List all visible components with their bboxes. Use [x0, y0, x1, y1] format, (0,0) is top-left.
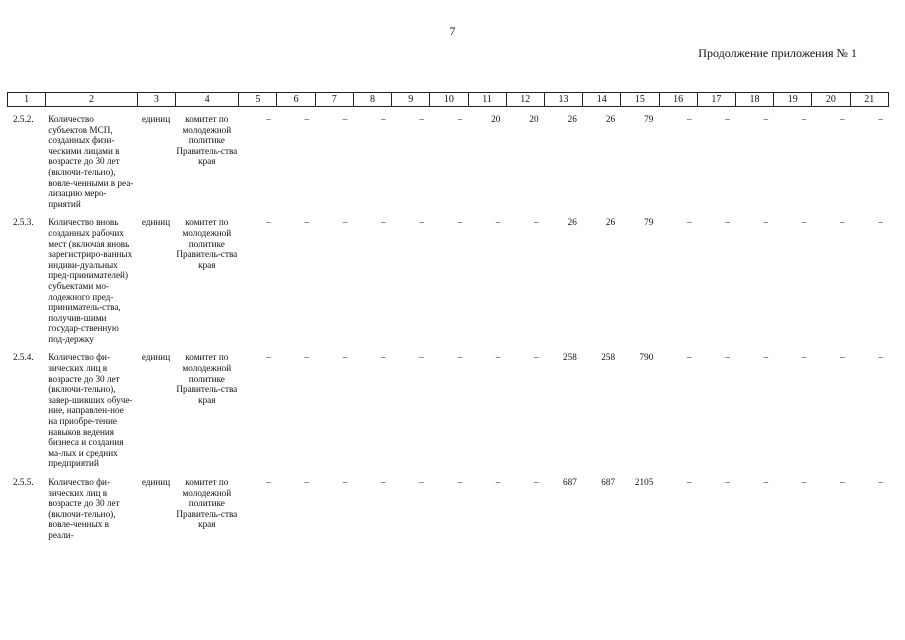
table-row	[7, 352, 889, 477]
row-value: –	[457, 352, 463, 363]
row-value: –	[839, 352, 845, 363]
row-value: 687	[601, 477, 616, 487]
row-value: –	[839, 477, 845, 487]
row-value: –	[686, 477, 692, 487]
row-value: –	[725, 352, 730, 363]
row-value: –	[380, 217, 386, 228]
row-value: –	[419, 114, 424, 124]
row-value: –	[304, 477, 310, 487]
row-executor: комитет по молодежной политике Правитель-ства края	[176, 352, 238, 405]
row-value: –	[419, 352, 424, 363]
row-value: –	[304, 217, 310, 228]
row-value: –	[380, 477, 386, 487]
column-header: 19	[774, 93, 812, 107]
table-row	[7, 477, 889, 549]
row-code: 2.5.2.	[13, 114, 34, 124]
column-header: 17	[697, 93, 735, 107]
row-value: –	[342, 114, 348, 124]
row-value: 258	[563, 352, 577, 363]
row-value: –	[725, 217, 730, 228]
row-value: –	[457, 217, 463, 228]
row-value: –	[266, 217, 271, 228]
row-value: –	[533, 477, 539, 487]
row-value: –	[801, 217, 807, 228]
row-unit: единиц	[141, 114, 171, 124]
table-row	[7, 114, 889, 217]
row-unit: единиц	[141, 352, 171, 363]
row-value: 2105	[634, 477, 654, 487]
row-value: –	[266, 477, 271, 487]
row-value: –	[763, 477, 769, 487]
row-value: –	[801, 114, 807, 124]
column-header: 20	[812, 93, 850, 107]
row-value: –	[725, 114, 730, 124]
indicators-table	[7, 114, 889, 549]
row-value: –	[380, 114, 386, 124]
column-header: 14	[583, 93, 621, 107]
row-value: –	[878, 114, 883, 124]
row-unit: единиц	[141, 477, 171, 487]
row-value: –	[266, 352, 271, 363]
row-indicator-name: Количество фи-зических лиц в возрасте до 30 лет (включи-тельно), завер-шивших обуче-ние, направлен-ное на приобре-тение навыков ведения бизнеса и создания ма-лых и средних предприятий	[48, 352, 133, 469]
row-value: –	[878, 217, 883, 228]
row-value: 79	[644, 217, 654, 228]
row-value: –	[878, 352, 883, 363]
row-code: 2.5.4.	[13, 352, 34, 363]
row-value: –	[342, 477, 348, 487]
row-executor: комитет по молодежной политике Правитель-ства края	[176, 217, 238, 270]
row-value: 26	[605, 114, 616, 124]
row-value: 687	[563, 477, 577, 487]
column-header: 18	[735, 93, 773, 107]
row-value: –	[533, 352, 539, 363]
row-value: –	[878, 477, 883, 487]
row-value: 790	[639, 352, 654, 363]
row-value: –	[304, 114, 310, 124]
column-header: 12	[506, 93, 544, 107]
row-value: 258	[601, 352, 616, 363]
column-header: 13	[544, 93, 582, 107]
row-value: –	[801, 352, 807, 363]
appendix-continuation-title: Продолжение приложения № 1	[698, 46, 857, 60]
row-unit: единиц	[141, 217, 171, 228]
row-value: –	[304, 352, 310, 363]
row-value: 26	[567, 217, 577, 228]
row-value: –	[839, 217, 845, 228]
column-header: 11	[468, 93, 506, 107]
row-value: 26	[605, 217, 616, 228]
row-value: –	[495, 477, 501, 487]
row-value: –	[839, 114, 845, 124]
row-value: –	[419, 477, 424, 487]
row-value: –	[763, 217, 769, 228]
row-value: –	[495, 352, 501, 363]
row-value: 20	[529, 114, 539, 124]
column-header: 3	[137, 93, 175, 107]
row-value: –	[686, 114, 692, 124]
column-header: 1	[8, 93, 46, 107]
row-value: –	[457, 477, 463, 487]
row-value: –	[533, 217, 539, 228]
row-value: –	[686, 352, 692, 363]
column-header: 15	[621, 93, 659, 107]
column-header: 16	[659, 93, 697, 107]
row-value: –	[342, 217, 348, 228]
column-header: 7	[315, 93, 353, 107]
row-code: 2.5.3.	[13, 217, 34, 228]
row-value: –	[380, 352, 386, 363]
row-value: 79	[644, 114, 654, 124]
column-header: 9	[392, 93, 430, 107]
row-value: –	[495, 217, 501, 228]
column-header: 8	[353, 93, 391, 107]
row-code: 2.5.5.	[13, 477, 34, 487]
row-value: –	[763, 352, 769, 363]
row-executor: комитет по молодежной политике Правитель-ства края	[176, 114, 238, 167]
column-header: 2	[46, 93, 138, 107]
table-row	[7, 217, 889, 352]
column-header: 21	[850, 93, 888, 107]
row-value: –	[342, 352, 348, 363]
page-number: 7	[449, 24, 456, 38]
column-header: 10	[430, 93, 468, 107]
row-value: –	[266, 114, 271, 124]
row-indicator-name: Количество вновь созданных рабочих мест (включая вновь зарегистриро-ванных индиви-дуальных пред-принимателей) субъектами мо-лодежного пред-приниматель-ства, получив-шими государ-ственную под-держку	[48, 217, 133, 344]
row-value: –	[801, 477, 807, 487]
row-value: –	[419, 217, 424, 228]
column-header: 6	[277, 93, 315, 107]
row-indicator-name: Количество фи-зических лиц в возрасте до 30 лет (включи-тельно), вовле-ченных в реали-	[48, 477, 120, 540]
row-value: –	[686, 217, 692, 228]
row-indicator-name: Количество субъектов МСП, созданных физи-ческими лицами в возрасте до 30 лет (включи-тельно), вовле-ченными в реа-лизацию меро-приятий	[48, 114, 134, 209]
column-header: 5	[239, 93, 277, 107]
column-header: 4	[175, 93, 238, 107]
table-header	[7, 92, 889, 107]
row-value: –	[457, 114, 463, 124]
row-value: 26	[567, 114, 577, 124]
row-value: –	[725, 477, 730, 487]
row-value: –	[763, 114, 769, 124]
row-executor: комитет по молодежной политике Правитель-ства края	[176, 477, 238, 530]
row-value: 20	[491, 114, 501, 124]
